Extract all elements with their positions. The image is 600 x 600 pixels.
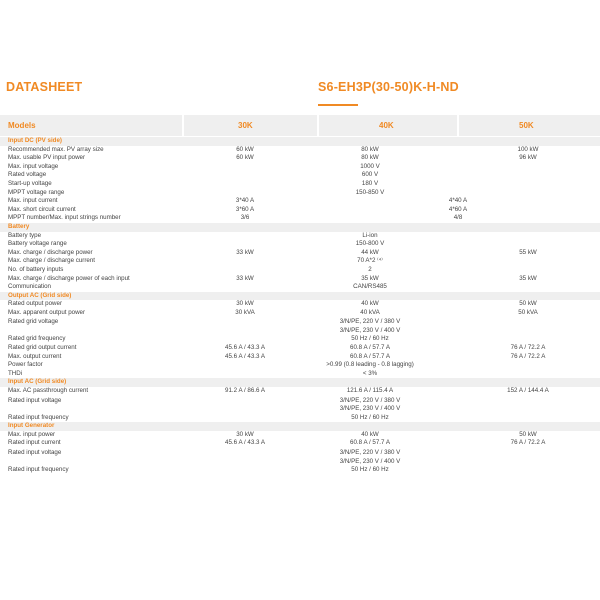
table-row (0, 180, 600, 189)
spec-label: Max. input current (8, 197, 58, 205)
spec-value-text: 44 kW (361, 248, 379, 256)
spec-label: MPPT number/Max. input strings number (8, 214, 121, 222)
spec-value-text: 35 kW (519, 274, 537, 282)
spec-label: Rated input frequency (8, 413, 69, 421)
table-row (0, 189, 600, 198)
column-header-30k: 30K (238, 121, 253, 130)
spec-value-text: 35 kW (361, 274, 379, 282)
spec-value-text: 70 A*2 ⁽⁴⁾ (357, 257, 383, 265)
spec-value-text: 150-850 V (355, 188, 385, 196)
table-row (0, 361, 600, 370)
spec-value-text: 152 A / 144.4 A (507, 387, 549, 395)
spec-value-text: 76 A / 72.2 A (510, 344, 546, 352)
spec-value-text: 4/8 (453, 214, 463, 222)
section-title: Output AC (Grid side) (8, 291, 72, 299)
spec-label: Rated input voltage (8, 449, 62, 456)
table-row (0, 283, 600, 292)
spec-label: Rated grid voltage (8, 318, 59, 326)
section-title: Input DC (PV side) (8, 137, 62, 144)
spec-label: Battery voltage range (8, 240, 67, 248)
spec-label: Start-up voltage (8, 179, 52, 187)
spec-value-text: 100 kW (517, 145, 539, 153)
datasheet-title: DATASHEET (6, 80, 83, 94)
table-row (0, 249, 600, 258)
table-row (0, 317, 600, 335)
section-title: Input AC (Grid side) (8, 378, 67, 386)
spec-value-text: 30 kW (236, 430, 254, 438)
spec-value-text: 33 kW (236, 248, 254, 256)
spec-value-text: 3/N/PE, 220 V / 380 V 3/N/PE, 230 V / 400 V (339, 396, 401, 413)
spec-value-text: 80 kW (361, 154, 379, 162)
spec-label: Battery type (8, 231, 42, 239)
spec-value-text: 40 kW (361, 430, 379, 438)
table-row (0, 344, 600, 353)
spec-label: Rated voltage (8, 171, 47, 179)
spec-label: MPPT voltage range (8, 188, 65, 196)
column-header-50k: 50K (519, 121, 534, 130)
spec-value-text: 121.6 A / 115.4 A (346, 387, 394, 395)
section-title: Battery (8, 222, 30, 230)
spec-value-text: CAN/RS485 (353, 283, 387, 291)
spec-value-text: 60.8 A / 57.7 A (350, 344, 390, 352)
table-row (0, 197, 600, 206)
table-row (0, 300, 600, 309)
spec-value-text: 60 kW (236, 154, 254, 162)
spec-value-text: 3/6 (240, 214, 250, 222)
header-divider (182, 115, 184, 136)
table-row (0, 431, 600, 440)
spec-value-text: 3*40 A (235, 197, 255, 205)
spec-value-text: 4*40 A (448, 197, 468, 205)
spec-value-text: 3/N/PE, 220 V / 380 V 3/N/PE, 230 V / 400 V (339, 449, 401, 465)
spec-label: Max. usable PV input power (8, 154, 86, 162)
spec-value-text: 96 kW (519, 154, 537, 162)
table-row (0, 466, 600, 475)
section-header-row (0, 378, 600, 387)
spec-label: Max. short circuit current (8, 205, 76, 213)
table-row (0, 335, 600, 344)
spec-label: Recommended max. PV array size (8, 145, 104, 153)
table-row (0, 370, 600, 379)
spec-value-text: 60 kW (236, 145, 254, 153)
table-row (0, 257, 600, 266)
header-divider (317, 115, 319, 136)
spec-value-text: 45.6 A / 43.3 A (225, 352, 265, 360)
section-header-row (0, 137, 600, 146)
spec-label: Rated input frequency (8, 466, 69, 473)
spec-label: Max. input voltage (8, 162, 59, 170)
column-header-models: Models (8, 121, 36, 130)
spec-value-text: 30 kW (236, 300, 254, 308)
spec-value-text: 55 kW (519, 248, 537, 256)
table-row (0, 232, 600, 241)
spec-label: Communication (8, 283, 51, 291)
spec-value-text: 4*60 A (448, 205, 468, 213)
spec-value-text: 3/N/PE, 220 V / 380 V 3/N/PE, 230 V / 400 V (339, 318, 401, 335)
spec-value-text: 150-800 V (355, 240, 385, 248)
spec-label: Power factor (8, 361, 43, 369)
table-row (0, 439, 600, 448)
spec-value-text: 45.6 A / 43.3 A (225, 344, 265, 352)
spec-value-text: 91.2 A / 86.6 A (225, 387, 265, 395)
spec-label: Rated grid frequency (8, 335, 66, 343)
spec-label: Max. input power (8, 430, 56, 438)
spec-value-text: 76 A / 72.2 A (510, 439, 546, 447)
spec-label: No. of battery inputs (8, 265, 64, 273)
spec-value-text: 33 kW (236, 274, 254, 282)
table-row (0, 353, 600, 362)
table-row (0, 309, 600, 318)
spec-value-text: 60.8 A / 57.7 A (350, 352, 390, 360)
spec-value-text: 76 A / 72.2 A (510, 352, 546, 360)
spec-value-text: Li-ion (362, 231, 378, 239)
table-row (0, 240, 600, 249)
table-row (0, 214, 600, 223)
spec-label: Rated grid output current (8, 344, 77, 352)
table-row (0, 275, 600, 284)
table-row (0, 396, 600, 414)
spec-value-text: 30 kVA (235, 308, 255, 316)
section-title: Input Generator (8, 422, 55, 430)
table-row (0, 387, 600, 396)
spec-label: Max. charge / discharge power of each input (8, 274, 130, 282)
spec-label: Max. AC passthrough current (8, 387, 89, 395)
section-header-row (0, 422, 600, 431)
section-header-row (0, 292, 600, 301)
spec-label: Rated output power (8, 300, 63, 308)
spec-value-text: 40 kW (361, 300, 379, 308)
table-row (0, 414, 600, 423)
header-divider (457, 115, 459, 136)
table-row (0, 171, 600, 180)
spec-value-text: 2 (368, 265, 372, 273)
model-title: S6-EH3P(30-50)K-H-ND (318, 80, 459, 94)
spec-label: Rated input current (8, 439, 61, 447)
spec-value-text: 60.8 A / 57.7 A (350, 439, 390, 447)
spec-value-text: 50 kVA (518, 308, 538, 316)
spec-value-text: 80 kW (361, 145, 379, 153)
table-row (0, 448, 600, 466)
table-row (0, 154, 600, 163)
spec-value-text: >0.99 (0.8 leading - 0.8 lagging) (326, 361, 414, 369)
spec-value-text: 45.6 A / 43.3 A (225, 439, 265, 447)
table-row (0, 163, 600, 172)
spec-value-text: 40 kVA (360, 308, 380, 316)
section-header-row (0, 223, 600, 232)
spec-value-text: 50 kW (519, 430, 537, 438)
spec-value-text: 1000 V (360, 162, 380, 170)
table-row (0, 146, 600, 155)
title-accent-rule (318, 104, 358, 106)
table-header (0, 115, 600, 136)
spec-label: Rated input voltage (8, 396, 62, 404)
spec-table (0, 137, 600, 475)
spec-label: Max. apparent output power (8, 308, 86, 316)
spec-label: Max. output current (8, 352, 62, 360)
spec-label: Max. charge / discharge power (8, 248, 93, 256)
spec-value-text: 600 V (361, 171, 379, 179)
table-row (0, 206, 600, 215)
spec-label: Max. charge / discharge current (8, 257, 96, 265)
spec-value-text: 3*60 A (235, 205, 255, 213)
spec-value-text: 180 V (361, 179, 379, 187)
spec-value-text: 50 Hz / 60 Hz (351, 466, 389, 473)
spec-value-text: < 3% (362, 369, 378, 377)
spec-value-text: 50 kW (519, 300, 537, 308)
column-header-40k: 40K (379, 121, 394, 130)
table-row (0, 266, 600, 275)
spec-value-text: 50 Hz / 60 Hz (351, 335, 389, 343)
spec-value-text: 50 Hz / 60 Hz (351, 413, 389, 421)
spec-label: THDi (8, 369, 23, 377)
